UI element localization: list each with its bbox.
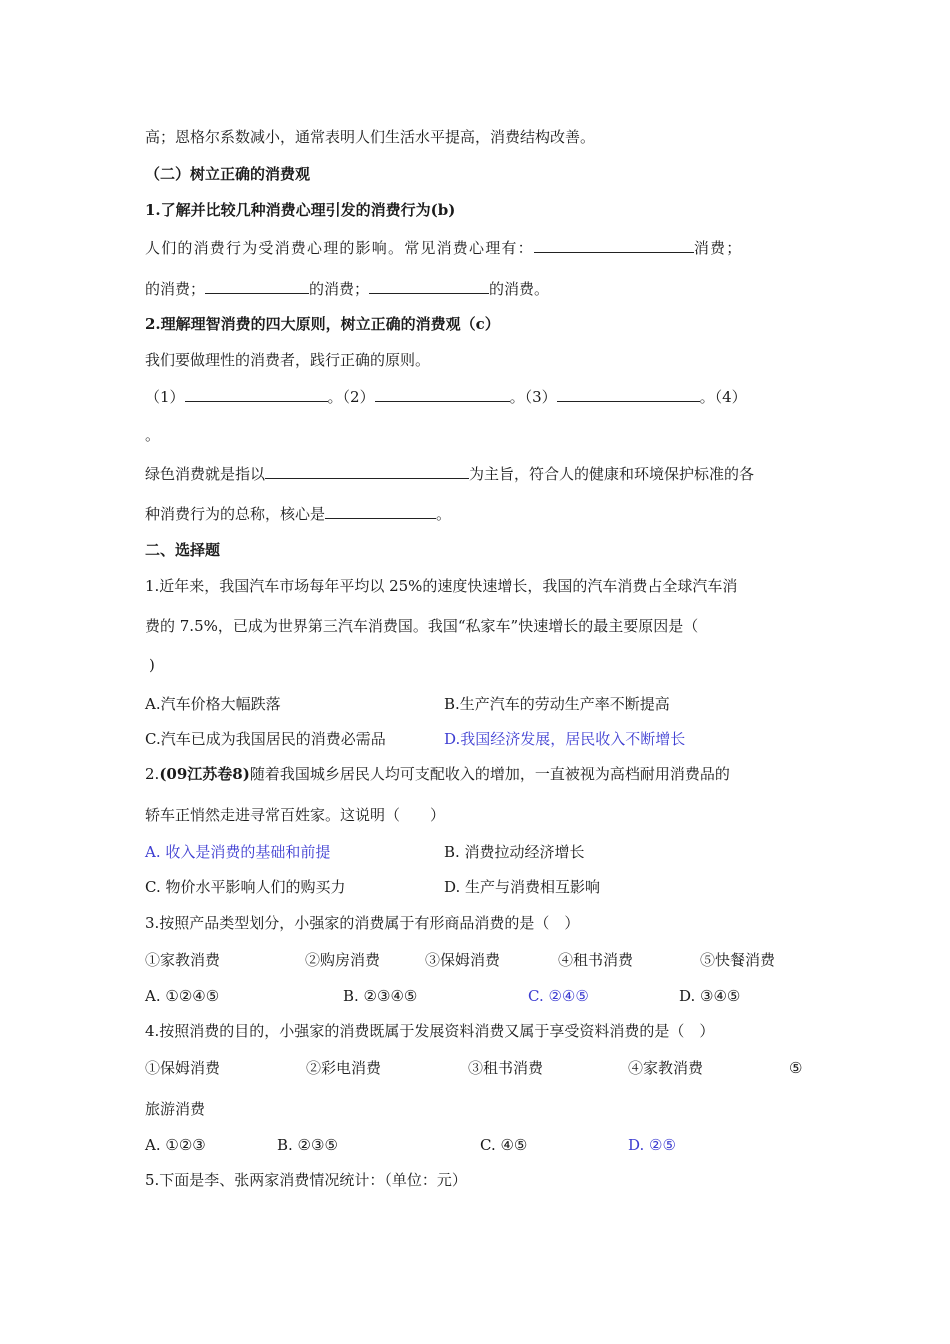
q2-prefix: 2. (145, 765, 160, 783)
point1-text-c: 的消费； (145, 280, 206, 298)
principle-2-label: 。（2） (327, 388, 375, 406)
q3-option-c-answer: C. ②④⑤ (528, 987, 589, 1005)
q1-stem-line1: 1.近年来，我国汽车市场每年平均以 25%的速度快速增长，我国的汽车消费占全球汽车消 (145, 577, 738, 595)
principles-line (145, 385, 747, 407)
point2-intro: 我们要做理性的消费者，践行正确的原则。 (145, 351, 431, 369)
point1-text-b: 消费； (693, 239, 743, 257)
green-consumption-line2 (145, 502, 451, 524)
q1-option-c: C.汽车已成为我国居民的消费必需品 (145, 730, 386, 748)
q4-option-d-answer: D. ②⑤ (628, 1136, 676, 1154)
q2-text: 随着我国城乡居民人均可支配收入的增加，一直被视为高档耐用消费品的 (249, 765, 730, 783)
q4-item-2: ②彩电消费 (306, 1059, 382, 1077)
q4-item-1: ①保姆消费 (145, 1059, 221, 1077)
q4-item-5-text: 旅游消费 (145, 1100, 206, 1118)
blank-field (205, 277, 309, 294)
q2-stem-line2: 轿车正悄然走进寻常百姓家。这说明（ ） (145, 806, 446, 824)
q3-item-3: ③保姆消费 (425, 951, 501, 969)
principle-3-label: 。（3） (509, 388, 557, 406)
q3-item-2: ②购房消费 (305, 951, 381, 969)
q4-option-b: B. ②③⑤ (277, 1136, 338, 1154)
point1-text-line2 (145, 277, 549, 299)
q4-item-3: ③租书消费 (468, 1059, 544, 1077)
principles-end-mark: 。 (145, 426, 161, 444)
principle-1-label: （1） (145, 388, 185, 406)
q2-option-a-answer: A. 收入是消费的基础和前提 (145, 843, 331, 861)
q4-stem: 4.按照消费的目的，小强家的消费既属于发展资料消费又属于享受资料消费的是（ ） (145, 1022, 715, 1040)
q5-stem: 5.下面是李、张两家消费情况统计：（单位：元） (145, 1171, 467, 1189)
green-text-d: 。 (436, 505, 452, 523)
q1-option-b: B.生产汽车的劳动生产率不断提高 (444, 695, 670, 713)
blank-field (534, 236, 694, 253)
point1-heading: 1.了解并比较几种消费心理引发的消费行为(b) (145, 201, 456, 219)
q4-item-5-marker: ⑤ (789, 1059, 803, 1077)
q4-option-c: C. ④⑤ (480, 1136, 528, 1154)
q3-option-d: D. ③④⑤ (679, 987, 741, 1005)
green-text-b: 为主旨，符合人的健康和环境保护标准的各 (469, 465, 755, 483)
blank-field (375, 385, 510, 402)
q2-stem-line1 (145, 764, 730, 784)
part2-heading: 二、选择题 (145, 541, 221, 559)
blank-field (185, 385, 328, 402)
q4-item-4: ④家教消费 (628, 1059, 704, 1077)
point1-text-d: 的消费； (309, 280, 370, 298)
q2-source: (09江苏卷8) (159, 765, 250, 783)
blank-field (557, 385, 700, 402)
blank-field (265, 462, 469, 479)
q1-stem-line3: ) (149, 656, 155, 674)
q4-option-a: A. ①②③ (145, 1136, 206, 1154)
principle-4-label: 。（4） (699, 388, 747, 406)
q2-option-c: C. 物价水平影响人们的购买力 (145, 878, 346, 896)
point1-text-line1 (145, 236, 742, 258)
q3-item-4: ④租书消费 (558, 951, 634, 969)
point2-heading: 2.理解理智消费的四大原则，树立正确的消费观（c） (145, 315, 500, 333)
q3-item-5: ⑤快餐消费 (700, 951, 776, 969)
green-text-c: 种消费行为的总称，核心是 (145, 505, 326, 523)
point1-text-e: 的消费。 (489, 280, 550, 298)
q2-option-d: D. 生产与消费相互影响 (444, 878, 601, 896)
q3-option-b: B. ②③④⑤ (343, 987, 418, 1005)
q3-option-a: A. ①②④⑤ (145, 987, 220, 1005)
q1-option-d-answer: D.我国经济发展，居民收入不断增长 (444, 730, 686, 748)
blank-field (369, 277, 489, 294)
blank-field (325, 502, 436, 519)
intro-line: 高；恩格尔系数减小，通常表明人们生活水平提高，消费结构改善。 (145, 128, 596, 146)
green-consumption-line1 (145, 462, 754, 484)
q1-option-a: A.汽车价格大幅跌落 (145, 695, 281, 713)
q3-item-1: ①家教消费 (145, 951, 221, 969)
q3-stem: 3.按照产品类型划分，小强家的消费属于有形商品消费的是（ ） (145, 914, 580, 932)
q1-stem-line2: 费的 7.5%，已成为世界第三汽车消费国。我国“私家车”快速增长的最主要原因是（ (145, 617, 699, 635)
point1-text-a: 人们的消费行为受消费心理的影响。常见消费心理有： (145, 239, 534, 257)
green-text-a: 绿色消费就是指以 (145, 465, 266, 483)
section-heading-consumption-view: （二）树立正确的消费观 (145, 165, 311, 183)
q2-option-b: B. 消费拉动经济增长 (444, 843, 585, 861)
